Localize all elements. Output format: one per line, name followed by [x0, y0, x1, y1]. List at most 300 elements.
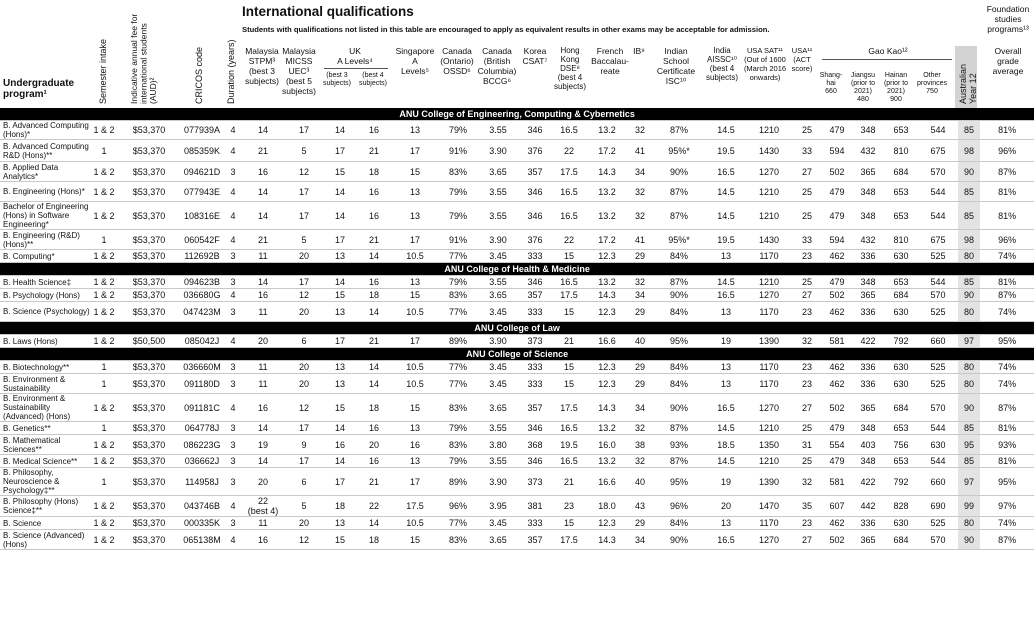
- fee-cell: $53,370: [118, 435, 180, 455]
- score-cell: 32: [792, 335, 822, 348]
- score-cell: 80: [958, 361, 980, 374]
- cricos-cell: 047423M: [180, 302, 224, 322]
- score-cell: 675: [918, 140, 958, 162]
- score-cell: 1210: [746, 202, 792, 230]
- score-cell: 16: [356, 276, 392, 289]
- score-cell: 365: [852, 289, 884, 302]
- score-cell: 81%: [980, 121, 1034, 140]
- header-semester: Semester intake: [98, 38, 108, 104]
- score-cell: 98: [958, 230, 980, 250]
- score-cell: 17: [324, 468, 356, 496]
- score-cell: 95%*: [652, 230, 706, 250]
- fee-cell: $53,370: [118, 302, 180, 322]
- score-cell: 462: [822, 361, 852, 374]
- section-title: ANU College of Science: [0, 348, 1034, 361]
- score-cell: 792: [884, 335, 918, 348]
- score-cell: 14: [324, 121, 356, 140]
- score-cell: 25: [792, 422, 822, 435]
- score-cell: 346: [518, 422, 552, 435]
- score-cell: 99: [958, 496, 980, 517]
- cricos-cell: 065138M: [180, 530, 224, 550]
- cricos-cell: 086223G: [180, 435, 224, 455]
- score-cell: 6: [284, 468, 324, 496]
- score-cell: 19.5: [706, 230, 746, 250]
- score-cell: 14: [324, 202, 356, 230]
- score-cell: 17: [284, 422, 324, 435]
- score-cell: 544: [918, 202, 958, 230]
- header-canada-bc: Canada (British Columbia) BCCG⁶: [477, 46, 517, 86]
- score-cell: 13: [324, 517, 356, 530]
- fee-cell: $53,370: [118, 182, 180, 202]
- score-cell: 20: [284, 250, 324, 263]
- fee-cell: $53,370: [118, 422, 180, 435]
- semester-cell: 1 & 2: [90, 162, 118, 182]
- score-cell: 15: [552, 250, 586, 263]
- score-cell: 83%: [438, 394, 478, 422]
- program-name-cell: B. Engineering (R&D) (Hons)**: [0, 230, 90, 250]
- table-row: [0, 517, 1034, 530]
- score-cell: 14: [324, 182, 356, 202]
- duration-cell: 3: [224, 435, 242, 455]
- duration-cell: 4: [224, 121, 242, 140]
- score-cell: 16: [324, 435, 356, 455]
- score-cell: 91%: [438, 140, 478, 162]
- semester-cell: 1 & 2: [90, 182, 118, 202]
- score-cell: 12.3: [586, 361, 628, 374]
- score-cell: 41: [628, 230, 652, 250]
- score-cell: 23: [792, 250, 822, 263]
- score-cell: 13: [392, 182, 438, 202]
- score-cell: 16: [242, 394, 284, 422]
- score-cell: 570: [918, 394, 958, 422]
- header-gk-shanghai: Shang- hai 660: [819, 72, 843, 95]
- duration-cell: 3: [224, 517, 242, 530]
- score-cell: 1210: [746, 276, 792, 289]
- score-cell: 15: [552, 517, 586, 530]
- score-cell: 16: [356, 202, 392, 230]
- score-cell: 13: [706, 517, 746, 530]
- score-cell: 34: [628, 162, 652, 182]
- score-cell: 3.55: [478, 276, 518, 289]
- score-cell: 810: [884, 140, 918, 162]
- score-cell: 5: [284, 230, 324, 250]
- score-cell: 525: [918, 361, 958, 374]
- score-cell: 554: [822, 435, 852, 455]
- score-cell: 16: [242, 289, 284, 302]
- score-cell: 23: [792, 517, 822, 530]
- score-cell: 19: [706, 335, 746, 348]
- score-cell: 95%: [980, 468, 1034, 496]
- score-cell: 346: [518, 202, 552, 230]
- page-title: International qualifications: [242, 4, 414, 19]
- score-cell: 828: [884, 496, 918, 517]
- program-name-cell: B. Science: [0, 517, 90, 530]
- semester-cell: 1 & 2: [90, 302, 118, 322]
- score-cell: 1350: [746, 435, 792, 455]
- score-cell: 810: [884, 230, 918, 250]
- score-cell: 20: [242, 468, 284, 496]
- duration-cell: 3: [224, 422, 242, 435]
- score-cell: 29: [628, 361, 652, 374]
- score-cell: 85: [958, 121, 980, 140]
- score-cell: 96%: [438, 496, 478, 517]
- cricos-cell: 085042J: [180, 335, 224, 348]
- score-cell: 21: [356, 468, 392, 496]
- semester-cell: 1: [90, 468, 118, 496]
- score-cell: 3.65: [478, 394, 518, 422]
- fee-cell: $53,370: [118, 121, 180, 140]
- score-cell: 22: [356, 496, 392, 517]
- score-cell: 18: [356, 162, 392, 182]
- score-cell: 19.5: [706, 140, 746, 162]
- score-cell: 16.5: [706, 530, 746, 550]
- table-row: [0, 455, 1034, 468]
- header-gk-hainan: Hainan (prior to 2021) 900: [883, 72, 909, 103]
- score-cell: 85: [958, 276, 980, 289]
- score-cell: 1390: [746, 335, 792, 348]
- score-cell: 14: [356, 361, 392, 374]
- program-name-cell: B. Psychology (Hons): [0, 289, 90, 302]
- semester-cell: 1 & 2: [90, 530, 118, 550]
- score-cell: 684: [884, 394, 918, 422]
- score-cell: 14.5: [706, 455, 746, 468]
- score-cell: 21: [552, 468, 586, 496]
- score-cell: 13: [392, 202, 438, 230]
- score-cell: 81%: [980, 422, 1034, 435]
- score-cell: 87%: [980, 394, 1034, 422]
- score-cell: 16.0: [586, 435, 628, 455]
- score-cell: 1270: [746, 530, 792, 550]
- score-cell: 15: [552, 302, 586, 322]
- duration-cell: 4: [224, 289, 242, 302]
- score-cell: 14: [242, 202, 284, 230]
- score-cell: 23: [552, 496, 586, 517]
- header-usa-sat: USA SAT¹¹ (Out of 1600 (March 2016 onwards): [743, 46, 787, 82]
- score-cell: 13: [392, 455, 438, 468]
- score-cell: 93%: [652, 435, 706, 455]
- score-cell: 3.80: [478, 435, 518, 455]
- score-cell: 1270: [746, 289, 792, 302]
- score-cell: 79%: [438, 455, 478, 468]
- score-cell: 357: [518, 289, 552, 302]
- score-cell: 18.0: [586, 496, 628, 517]
- score-cell: 1270: [746, 162, 792, 182]
- score-cell: 607: [822, 496, 852, 517]
- score-cell: 85: [958, 202, 980, 230]
- score-cell: 581: [822, 335, 852, 348]
- score-cell: 630: [884, 374, 918, 394]
- score-cell: 16.5: [552, 182, 586, 202]
- header-uk-best4: (best 4 subjects): [358, 72, 387, 87]
- score-cell: 14.5: [706, 276, 746, 289]
- score-cell: 96%: [980, 140, 1034, 162]
- score-cell: 29: [628, 250, 652, 263]
- score-cell: 422: [852, 468, 884, 496]
- score-cell: 357: [518, 530, 552, 550]
- score-cell: 21: [356, 230, 392, 250]
- header-uk: UK A Levels⁴: [337, 46, 373, 66]
- score-cell: 1270: [746, 394, 792, 422]
- score-cell: 81%: [980, 202, 1034, 230]
- score-cell: 15: [324, 530, 356, 550]
- program-name-cell: B. Computing*: [0, 250, 90, 263]
- score-cell: 1170: [746, 250, 792, 263]
- score-cell: 95%: [980, 335, 1034, 348]
- score-cell: 479: [822, 455, 852, 468]
- fee-cell: $53,370: [118, 394, 180, 422]
- score-cell: 12: [284, 289, 324, 302]
- score-cell: 16: [356, 422, 392, 435]
- score-cell: 22 (best 4): [242, 496, 284, 517]
- score-cell: 87%: [652, 455, 706, 468]
- score-cell: 346: [518, 455, 552, 468]
- score-cell: 79%: [438, 182, 478, 202]
- semester-cell: 1 & 2: [90, 455, 118, 468]
- score-cell: 83%: [438, 530, 478, 550]
- score-cell: 20: [356, 435, 392, 455]
- score-cell: 653: [884, 182, 918, 202]
- score-cell: 17: [284, 202, 324, 230]
- semester-cell: 1 & 2: [90, 250, 118, 263]
- header-korea: Korea CSAT⁷: [522, 46, 548, 66]
- score-cell: 15: [392, 394, 438, 422]
- semester-cell: 1 & 2: [90, 202, 118, 230]
- score-cell: 12.3: [586, 517, 628, 530]
- score-cell: 81%: [980, 455, 1034, 468]
- fee-cell: $53,370: [118, 455, 180, 468]
- score-cell: 17.5: [552, 162, 586, 182]
- score-cell: 74%: [980, 302, 1034, 322]
- score-cell: 1170: [746, 361, 792, 374]
- score-cell: 11: [242, 361, 284, 374]
- score-cell: 525: [918, 374, 958, 394]
- header-gk-other: Other provinces 750: [917, 72, 947, 95]
- score-cell: 502: [822, 162, 852, 182]
- fee-cell: $53,370: [118, 162, 180, 182]
- score-cell: 16.5: [552, 276, 586, 289]
- score-cell: 14: [324, 455, 356, 468]
- score-cell: 479: [822, 182, 852, 202]
- score-cell: 25: [792, 455, 822, 468]
- score-cell: 346: [518, 182, 552, 202]
- section-header: [0, 348, 1034, 361]
- table-row: [0, 361, 1034, 374]
- score-cell: 3.65: [478, 530, 518, 550]
- duration-cell: 4: [224, 335, 242, 348]
- fee-cell: $53,370: [118, 496, 180, 517]
- duration-cell: 3: [224, 455, 242, 468]
- score-cell: 13: [706, 302, 746, 322]
- cricos-cell: 091180D: [180, 374, 224, 394]
- program-name-cell: B. Applied Data Analytics*: [0, 162, 90, 182]
- score-cell: 3.45: [478, 250, 518, 263]
- score-cell: 85: [958, 455, 980, 468]
- score-cell: 3.90: [478, 335, 518, 348]
- score-cell: 21: [242, 230, 284, 250]
- score-cell: 12.3: [586, 302, 628, 322]
- score-cell: 14.5: [706, 422, 746, 435]
- score-cell: 90%: [652, 162, 706, 182]
- cricos-cell: 036680G: [180, 289, 224, 302]
- score-cell: 93%: [980, 435, 1034, 455]
- score-cell: 660: [918, 468, 958, 496]
- score-cell: 3.90: [478, 230, 518, 250]
- score-cell: 422: [852, 335, 884, 348]
- score-cell: 10.5: [392, 302, 438, 322]
- score-cell: 653: [884, 455, 918, 468]
- duration-cell: 4: [224, 230, 242, 250]
- score-cell: 3.55: [478, 182, 518, 202]
- duration-cell: 3: [224, 162, 242, 182]
- score-cell: 570: [918, 289, 958, 302]
- score-cell: 653: [884, 121, 918, 140]
- score-cell: 20: [242, 335, 284, 348]
- header-uk-best3: (best 3 subjects): [322, 72, 351, 87]
- score-cell: 90: [958, 394, 980, 422]
- score-cell: 1210: [746, 455, 792, 468]
- score-cell: 32: [628, 422, 652, 435]
- cricos-cell: 064778J: [180, 422, 224, 435]
- score-cell: 3.55: [478, 202, 518, 230]
- fee-cell: $53,370: [118, 530, 180, 550]
- score-cell: 77%: [438, 250, 478, 263]
- score-cell: 630: [918, 435, 958, 455]
- fee-cell: $53,370: [118, 250, 180, 263]
- score-cell: 29: [628, 374, 652, 394]
- score-cell: 13.2: [586, 121, 628, 140]
- score-cell: 27: [792, 162, 822, 182]
- table-row: [0, 121, 1034, 140]
- table-row: [0, 182, 1034, 202]
- score-cell: 336: [852, 374, 884, 394]
- score-cell: 333: [518, 374, 552, 394]
- score-cell: 1210: [746, 182, 792, 202]
- qualifications-table: [0, 108, 1034, 550]
- uk-divider: [324, 68, 388, 69]
- header-malaysia-stpm: Malaysia STPM³ (best 3 subjects): [244, 46, 279, 86]
- score-cell: 19: [706, 468, 746, 496]
- score-cell: 570: [918, 162, 958, 182]
- score-cell: 462: [822, 517, 852, 530]
- semester-cell: 1 & 2: [90, 394, 118, 422]
- score-cell: 376: [518, 140, 552, 162]
- section-header: [0, 108, 1034, 121]
- score-cell: 14: [324, 422, 356, 435]
- score-cell: 16.5: [552, 455, 586, 468]
- gaokao-divider: [822, 59, 952, 60]
- cricos-cell: 000335K: [180, 517, 224, 530]
- score-cell: 85: [958, 182, 980, 202]
- score-cell: 80: [958, 517, 980, 530]
- score-cell: 87%: [980, 162, 1034, 182]
- score-cell: 544: [918, 182, 958, 202]
- program-name-cell: B. Philosophy (Hons) Science‡**: [0, 496, 90, 517]
- score-cell: 89%: [438, 468, 478, 496]
- score-cell: 84%: [652, 517, 706, 530]
- score-cell: 16.6: [586, 335, 628, 348]
- score-cell: 79%: [438, 121, 478, 140]
- score-cell: 376: [518, 230, 552, 250]
- score-cell: 74%: [980, 374, 1034, 394]
- cricos-cell: 085359K: [180, 140, 224, 162]
- score-cell: 479: [822, 276, 852, 289]
- score-cell: 79%: [438, 276, 478, 289]
- score-cell: 16.5: [552, 422, 586, 435]
- duration-cell: 4: [224, 496, 242, 517]
- section-header: [0, 263, 1034, 276]
- score-cell: 14.3: [586, 394, 628, 422]
- score-cell: 10.5: [392, 361, 438, 374]
- score-cell: 12: [284, 162, 324, 182]
- score-cell: 12: [284, 530, 324, 550]
- score-cell: 89%: [438, 335, 478, 348]
- score-cell: 1170: [746, 374, 792, 394]
- score-cell: 27: [792, 394, 822, 422]
- score-cell: 544: [918, 276, 958, 289]
- score-cell: 17: [284, 182, 324, 202]
- duration-cell: 3: [224, 374, 242, 394]
- score-cell: 20: [284, 302, 324, 322]
- score-cell: 12.3: [586, 250, 628, 263]
- score-cell: 630: [884, 302, 918, 322]
- header-australian: Australian Year 12: [958, 63, 978, 104]
- score-cell: 570: [918, 530, 958, 550]
- program-name-cell: B. Mathematical Sciences**: [0, 435, 90, 455]
- duration-cell: 4: [224, 202, 242, 230]
- score-cell: 90%: [652, 289, 706, 302]
- program-name-cell: B. Medical Science**: [0, 455, 90, 468]
- score-cell: 41: [628, 140, 652, 162]
- section-title: ANU College of Law: [0, 322, 1034, 335]
- score-cell: 17: [324, 335, 356, 348]
- score-cell: 74%: [980, 250, 1034, 263]
- score-cell: 14.3: [586, 530, 628, 550]
- score-cell: 14: [356, 302, 392, 322]
- score-cell: 3.55: [478, 121, 518, 140]
- score-cell: 9: [284, 435, 324, 455]
- score-cell: 90: [958, 289, 980, 302]
- score-cell: 502: [822, 289, 852, 302]
- score-cell: 14.5: [706, 182, 746, 202]
- score-cell: 17: [392, 468, 438, 496]
- score-cell: 32: [628, 182, 652, 202]
- header-indian-isc: Indian School Certificate ISC¹⁰: [656, 46, 696, 86]
- score-cell: 15: [324, 289, 356, 302]
- score-cell: 630: [884, 361, 918, 374]
- score-cell: 14: [242, 121, 284, 140]
- score-cell: 16.5: [706, 289, 746, 302]
- score-cell: 13: [706, 250, 746, 263]
- score-cell: 3.90: [478, 140, 518, 162]
- score-cell: 18: [324, 496, 356, 517]
- score-cell: 432: [852, 140, 884, 162]
- program-name-cell: B. Advanced Computing (Hons)*: [0, 121, 90, 140]
- cricos-cell: 094621D: [180, 162, 224, 182]
- score-cell: 16: [356, 121, 392, 140]
- section-title: ANU College of Health & Medicine: [0, 263, 1034, 276]
- score-cell: 333: [518, 250, 552, 263]
- score-cell: 21: [552, 335, 586, 348]
- score-cell: 348: [852, 121, 884, 140]
- score-cell: 20: [284, 374, 324, 394]
- score-cell: 31: [792, 435, 822, 455]
- header-cricos: CRICOS code: [194, 46, 204, 104]
- score-cell: 16: [356, 182, 392, 202]
- cricos-cell: 112692B: [180, 250, 224, 263]
- score-cell: 33: [792, 140, 822, 162]
- table-row: [0, 202, 1034, 230]
- score-cell: 16: [242, 530, 284, 550]
